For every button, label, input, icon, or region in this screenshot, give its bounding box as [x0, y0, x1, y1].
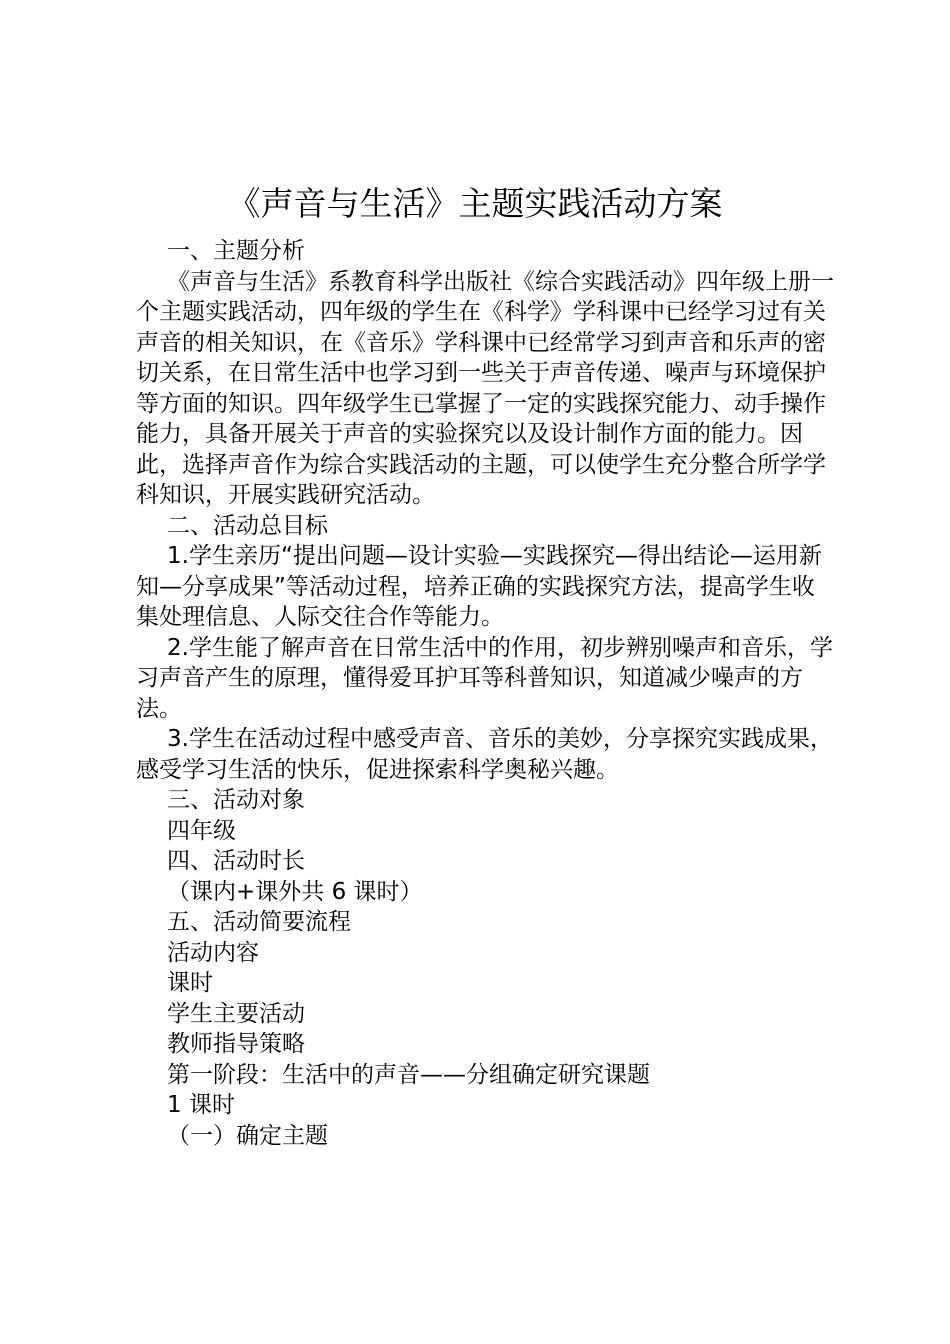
- paragraph-one-class-hour: 1 课时: [167, 1092, 235, 1118]
- paragraph-goal-3: 3.学生在活动过程中感受声音、音乐的美妙，分享探究实践成果，感受学习生活的快乐，促进探索科学奥秘兴趣。: [136, 726, 833, 783]
- document-title: 《声音与生活》主题实践活动方案: [227, 184, 723, 223]
- paragraph-stage-one: 第一阶段：生活中的声音——分组确定研究课题: [167, 1061, 650, 1088]
- section-heading-duration: 四、活动时长: [167, 848, 305, 874]
- paragraph-activity-content: 活动内容: [167, 939, 259, 966]
- section-heading-overall-goals: 二、活动总目标: [167, 512, 328, 539]
- paragraph-theme-analysis: 《声音与生活》系教育科学出版社《综合实践活动》四年级上册一个主题实践活动，四年级的学生在《科学》学科课中已经学习过有关声音的相关知识，在《音乐》学科课中已经常学习到声音和乐声的密切关系，在日常生活中也学习到一些关于声音传递、噪声与环境保护等方面的知识。四年级学生已掌握了一定的实践探究能力、动手操作能力，具备开展关于声音的实验探究以及设计制作方面的能力。因此，选择声音作为综合实践活动的主题，可以使学生充分整合所学学科知识，开展实践研究活动。: [136, 268, 834, 508]
- paragraph-duration: （课内+课外共 6 课时）: [167, 878, 423, 905]
- paragraph-student-activities: 学生主要活动: [167, 1000, 305, 1027]
- section-heading-theme-analysis: 一、主题分析: [167, 238, 305, 264]
- paragraph-determine-theme: （一）确定主题: [167, 1122, 328, 1149]
- paragraph-teacher-strategy: 教师指导策略: [167, 1031, 305, 1057]
- section-heading-target-audience: 三、活动对象: [167, 787, 305, 813]
- paragraph-goal-1: 1.学生亲历“提出问题—设计实验—实践探究—得出结论—运用新知—分享成果”等活动过程，培养正确的实践探究方法，提高学生收集处理信息、人际交往合作等能力。: [136, 543, 822, 630]
- document-body: [136, 236, 836, 1151]
- paragraph-goal-2: 2.学生能了解声音在日常生活中的作用，初步辨别噪声和音乐，学习声音产生的原理，懂得爱耳护耳等科普知识，知道减少噪声的方法。: [136, 634, 833, 722]
- paragraph-grade: 四年级: [167, 817, 236, 844]
- paragraph-class-hours: 课时: [167, 970, 213, 996]
- section-heading-process: 五、活动简要流程: [167, 909, 351, 935]
